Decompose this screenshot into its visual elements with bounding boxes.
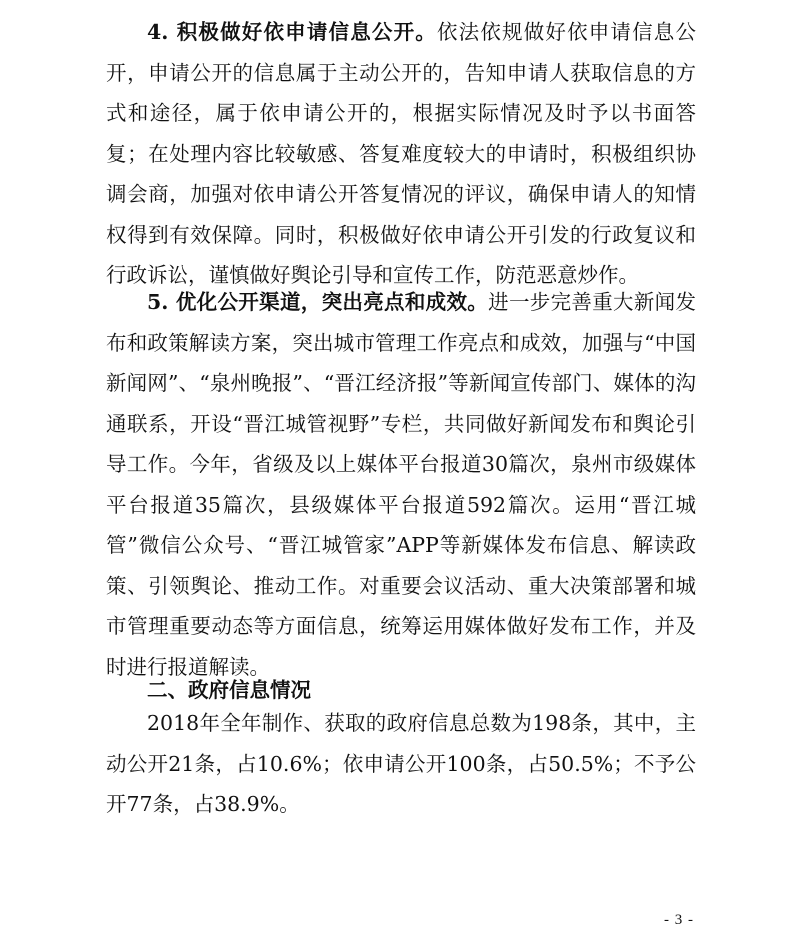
page-number: - 3 - <box>664 912 694 928</box>
section-heading: 二、政府信息情况 <box>147 678 311 702</box>
paragraph-lead: 5. 优化公开渠道，突出亮点和成效。 <box>147 290 489 314</box>
paragraph-text: 依法依规做好依申请信息公开，申请公开的信息属于主动公开的，告知申请人获取信息的方式和途径，属于依申请公开的，根据实际情况及时予以书面答复；在处理内容比较敏感、答复难度较大的申请时，积极组织协调会商，加强对依申请公开答复情况的评议，确保申请人的知情权得到有效保障。同时，积极做好依申请公开引发的行政复议和行政诉讼，谨慎做好舆论引导和宣传工作，防范恶意炒作。 <box>106 20 696 287</box>
paragraph-info-request-disclosure <box>106 12 696 296</box>
section-paragraph: 2018年全年制作、获取的政府信息总数为198条，其中，主动公开21条，占10.6%；依申请公开100条，占50.5%；不予公开77条，占38.9%。 <box>106 711 696 816</box>
paragraph-lead: 4. 积极做好依申请信息公开。 <box>147 20 437 44</box>
paragraph-text: 进一步完善重大新闻发布和政策解读方案，突出城市管理工作亮点和成效，加强与“中国新闻网”、“泉州晚报”、“晋江经济报”等新闻宣传部门、媒体的沟通联系，开设“晋江城管视野”专栏，共同做好新闻发布和舆论引导工作。今年，省级及以上媒体平台报道30篇次，泉州市级媒体平台报道35篇次，县级媒体平台报道592篇次。运用“晋江城管”微信公众号、“晋江城管家”APP等新媒体发布信息、解读政策、引领舆论、推动工作。对重要会议活动、重大决策部署和城市管理重要动态等方面信息，统筹运用媒体做好发布工作，并及时进行报道解读。 <box>106 290 697 679</box>
paragraph-optimize-channels <box>106 282 696 687</box>
